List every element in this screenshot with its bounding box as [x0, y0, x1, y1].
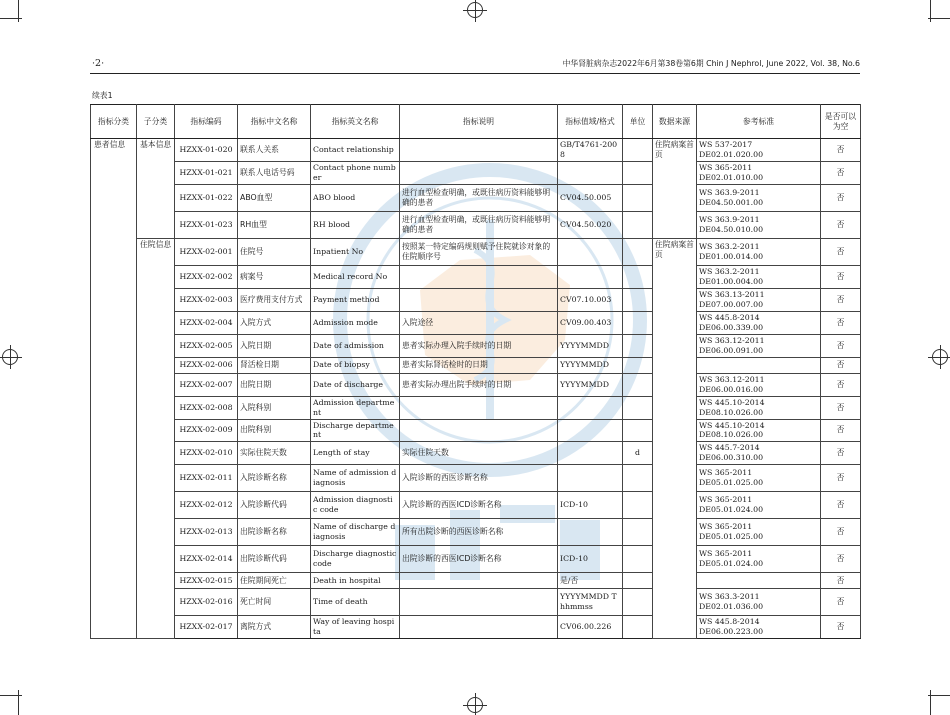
nullable-flag: 否 [821, 573, 861, 589]
indicator-name-cn: 出院科别 [238, 419, 311, 442]
reference-standard: WS 363.3-2011 DE02.01.036.00 [697, 589, 821, 616]
registration-mark-bottom [467, 697, 483, 713]
table-row [91, 442, 861, 465]
nullable-flag: 否 [821, 357, 861, 373]
indicator-unit [623, 519, 653, 546]
indicator-name-cn: 入院科别 [238, 396, 311, 419]
table-row [91, 288, 861, 311]
crop-mark [930, 690, 931, 715]
indicator-description [400, 589, 558, 616]
nullable-flag: 否 [821, 311, 861, 334]
reference-standard: WS 445.10-2014 DE08.10.026.00 [697, 396, 821, 419]
indicator-name-cn: 住院期间死亡 [238, 573, 311, 589]
reference-standard: WS 365-2011 DE05.01.025.00 [697, 465, 821, 492]
indicator-name-en: Discharge department [311, 419, 400, 442]
indicator-code: HZXX-02-010 [175, 442, 238, 465]
indicator-name-en: Discharge diagnostic code [311, 546, 400, 573]
header-divider [90, 73, 860, 74]
indicator-name-en: Way of leaving hospita [311, 616, 400, 639]
indicator-format: CV07.10.003 [558, 288, 623, 311]
indicator-description: 实际住院天数 [400, 442, 558, 465]
indicator-name-cn: 死亡时间 [238, 589, 311, 616]
indicator-name-cn: 出院诊断代码 [238, 546, 311, 573]
indicator-name-en: Name of admission diagnosis [311, 465, 400, 492]
indicator-name-en: ABO blood [311, 184, 400, 211]
indicator-code: HZXX-02-005 [175, 334, 238, 357]
column-header: 指标值域/格式 [558, 105, 623, 139]
indicator-format: CV04.50.020 [558, 211, 623, 238]
reference-standard: WS 365-2011 DE02.01.010.00 [697, 161, 821, 184]
indicator-name-cn: 出院日期 [238, 373, 311, 396]
table-row [91, 357, 861, 373]
indicator-unit [623, 357, 653, 373]
nullable-flag: 否 [821, 334, 861, 357]
indicator-format: YYYYMMDD [558, 373, 623, 396]
table-row [91, 465, 861, 492]
indicator-description: 出院诊断的西医ICD诊断名称 [400, 546, 558, 573]
indicator-code: HZXX-02-007 [175, 373, 238, 396]
indicator-code: HZXX-01-021 [175, 161, 238, 184]
column-header: 指标说明 [400, 105, 558, 139]
column-header: 是否可以为空 [821, 105, 861, 139]
table-row [91, 373, 861, 396]
indicator-name-cn: 入院日期 [238, 334, 311, 357]
crop-mark [0, 695, 22, 696]
nullable-flag: 否 [821, 546, 861, 573]
indicator-code: HZXX-02-003 [175, 288, 238, 311]
column-header: 单位 [623, 105, 653, 139]
nullable-flag: 否 [821, 265, 861, 288]
indicator-name-en: Medical record No [311, 265, 400, 288]
reference-standard: WS 537-2017 DE02.01.020.00 [697, 139, 821, 162]
indicator-description: 入院诊断的西医ICD诊断名称 [400, 492, 558, 519]
indicator-unit [623, 161, 653, 184]
nullable-flag: 否 [821, 519, 861, 546]
crop-mark [928, 695, 950, 696]
crop-mark [18, 690, 19, 715]
indicator-unit [623, 311, 653, 334]
reference-standard: WS 445.8-2014 DE06.00.223.00 [697, 616, 821, 639]
indicator-name-cn: 肾活检日期 [238, 357, 311, 373]
indicator-name-cn: ABO血型 [238, 184, 311, 211]
indicator-description: 患者实际办理入院手续时的日期 [400, 334, 558, 357]
registration-mark-left [2, 349, 18, 365]
indicator-code: HZXX-02-004 [175, 311, 238, 334]
column-header: 数据来源 [653, 105, 697, 139]
indicator-name-cn: 医疗费用支付方式 [238, 288, 311, 311]
nullable-flag: 否 [821, 211, 861, 238]
nullable-flag: 否 [821, 396, 861, 419]
table-row [91, 546, 861, 573]
indicator-code: HZXX-01-020 [175, 139, 238, 162]
indicator-format: GB/T4761-2008 [558, 139, 623, 162]
indicator-unit [623, 589, 653, 616]
indicator-description [400, 419, 558, 442]
indicator-name-en: Inpatient No [311, 238, 400, 265]
indicator-unit [623, 184, 653, 211]
table-row [91, 589, 861, 616]
table-row [91, 573, 861, 589]
table-row [91, 139, 861, 162]
indicator-unit [623, 546, 653, 573]
subcategory-inpatient: 住院信息 [137, 238, 175, 638]
indicator-unit [623, 288, 653, 311]
indicator-name-cn: 出院诊断名称 [238, 519, 311, 546]
indicator-unit [623, 139, 653, 162]
indicator-name-cn: 入院方式 [238, 311, 311, 334]
table-row [91, 184, 861, 211]
indicator-format [558, 419, 623, 442]
crop-mark [928, 18, 950, 19]
indicator-name-cn: RH血型 [238, 211, 311, 238]
indicator-description [400, 396, 558, 419]
registration-mark-right [932, 349, 948, 365]
indicator-description: 入院途径 [400, 311, 558, 334]
indicator-format [558, 519, 623, 546]
journal-header: 中华肾脏病杂志2022年6月第38卷第6期 Chin J Nephrol, June 2022, Vol. 38, No.6 [562, 59, 860, 68]
indicator-code: HZXX-02-006 [175, 357, 238, 373]
indicator-code: HZXX-02-016 [175, 589, 238, 616]
indicator-name-en: Date of discharge [311, 373, 400, 396]
indicator-unit [623, 373, 653, 396]
indicator-description [400, 616, 558, 639]
page-number: ·2· [92, 58, 105, 69]
column-header: 指标编码 [175, 105, 238, 139]
indicator-format: CV04.50.005 [558, 184, 623, 211]
indicator-format [558, 396, 623, 419]
nullable-flag: 否 [821, 184, 861, 211]
indicator-category: 患者信息 [91, 139, 137, 639]
indicator-unit [623, 616, 653, 639]
table-row [91, 419, 861, 442]
indicator-name-en: Date of admission [311, 334, 400, 357]
indicator-unit [623, 465, 653, 492]
indicator-format: CV09.00.403 [558, 311, 623, 334]
indicator-unit: d [623, 442, 653, 465]
nullable-flag: 否 [821, 589, 861, 616]
subcategory-basic: 基本信息 [137, 139, 175, 239]
indicator-code: HZXX-02-014 [175, 546, 238, 573]
table-row [91, 519, 861, 546]
indicator-format: YYYYMMDD [558, 334, 623, 357]
indicator-format: YYYYMMDD Thhmmss [558, 589, 623, 616]
indicator-name-en: Length of stay [311, 442, 400, 465]
indicator-code: HZXX-02-009 [175, 419, 238, 442]
column-header: 指标分类 [91, 105, 137, 139]
nullable-flag: 否 [821, 465, 861, 492]
indicator-description: 进行血型检查明确，或既往病历资料能够明确的患者 [400, 211, 558, 238]
indicator-description [400, 265, 558, 288]
indicator-format [558, 238, 623, 265]
nullable-flag: 否 [821, 616, 861, 639]
indicator-name-en: Admission mode [311, 311, 400, 334]
table-row [91, 211, 861, 238]
indicator-description: 患者实际办理出院手续时的日期 [400, 373, 558, 396]
indicator-description: 入院诊断的西医诊断名称 [400, 465, 558, 492]
reference-standard: WS 363.9-2011 DE04.50.010.00 [697, 211, 821, 238]
reference-standard [697, 357, 821, 373]
indicator-code: HZXX-01-022 [175, 184, 238, 211]
indicator-format [558, 442, 623, 465]
reference-standard: WS 363.12-2011 DE06.00.091.00 [697, 334, 821, 357]
indicator-name-cn: 联系人关系 [238, 139, 311, 162]
nullable-flag: 否 [821, 161, 861, 184]
reference-standard: WS 365-2011 DE05.01.025.00 [697, 519, 821, 546]
indicator-code: HZXX-02-002 [175, 265, 238, 288]
indicator-name-cn: 实际住院天数 [238, 442, 311, 465]
indicator-unit [623, 492, 653, 519]
reference-standard: WS 363.12-2011 DE06.00.016.00 [697, 373, 821, 396]
table-row [91, 492, 861, 519]
indicator-name-en: Admission department [311, 396, 400, 419]
indicator-name-cn: 住院号 [238, 238, 311, 265]
indicator-unit [623, 573, 653, 589]
indicator-name-en: Date of biopsy [311, 357, 400, 373]
indicator-name-en: Contact relationship [311, 139, 400, 162]
reference-standard: WS 363.9-2011 DE04.50.001.00 [697, 184, 821, 211]
nullable-flag: 否 [821, 288, 861, 311]
column-header: 子分类 [137, 105, 175, 139]
indicator-unit [623, 396, 653, 419]
indicator-unit [623, 419, 653, 442]
indicator-unit [623, 238, 653, 265]
indicator-code: HZXX-01-023 [175, 211, 238, 238]
reference-standard: WS 445.7-2014 DE06.00.310.00 [697, 442, 821, 465]
indicator-name-cn: 离院方式 [238, 616, 311, 639]
reference-standard [697, 573, 821, 589]
indicator-code: HZXX-02-017 [175, 616, 238, 639]
indicator-format [558, 161, 623, 184]
reference-standard: WS 445.10-2014 DE08.10.026.00 [697, 419, 821, 442]
nullable-flag: 否 [821, 139, 861, 162]
indicator-format: ICD-10 [558, 546, 623, 573]
indicator-name-cn: 病案号 [238, 265, 311, 288]
data-source: 住院病案首页 [653, 139, 697, 239]
indicator-unit [623, 334, 653, 357]
registration-mark-top [467, 2, 483, 18]
indicator-description: 所有出院诊断的西医诊断名称 [400, 519, 558, 546]
indicator-name-cn: 联系人电话号码 [238, 161, 311, 184]
reference-standard: WS 363.13-2011 DE07.00.007.00 [697, 288, 821, 311]
indicator-code: HZXX-02-011 [175, 465, 238, 492]
indicator-format [558, 465, 623, 492]
reference-standard: WS 445.8-2014 DE06.00.339.00 [697, 311, 821, 334]
column-header: 参考标准 [697, 105, 821, 139]
table-row [91, 616, 861, 639]
nullable-flag: 否 [821, 238, 861, 265]
indicator-code: HZXX-02-001 [175, 238, 238, 265]
indicator-name-en: Admission diagnostic code [311, 492, 400, 519]
indicator-code: HZXX-02-013 [175, 519, 238, 546]
indicator-description: 进行血型检查明确，或既往病历资料能够明确的患者 [400, 184, 558, 211]
indicator-name-cn: 入院诊断名称 [238, 465, 311, 492]
indicator-name-en: Death in hospital [311, 573, 400, 589]
indicator-code: HZXX-02-008 [175, 396, 238, 419]
indicator-name-cn: 入院诊断代码 [238, 492, 311, 519]
data-source: 住院病案首页 [653, 238, 697, 638]
indicator-name-en: RH blood [311, 211, 400, 238]
table-row [91, 161, 861, 184]
column-header: 指标英文名称 [311, 105, 400, 139]
indicator-description [400, 161, 558, 184]
indicator-unit [623, 211, 653, 238]
table-row [91, 334, 861, 357]
indicator-description: 患者实际肾活检时的日期 [400, 357, 558, 373]
reference-standard: WS 363.2-2011 DE01.00.004.00 [697, 265, 821, 288]
indicator-name-en: Name of discharge diagnosis [311, 519, 400, 546]
table-row [91, 265, 861, 288]
nullable-flag: 否 [821, 419, 861, 442]
table-row [91, 311, 861, 334]
table-caption: 续表1 [92, 91, 113, 100]
indicator-description [400, 139, 558, 162]
indicator-unit [623, 265, 653, 288]
table-header-row [91, 105, 861, 139]
indicator-description: 按照某一特定编码规则赋予住院就诊对象的住院顺序号 [400, 238, 558, 265]
crop-mark [0, 18, 22, 19]
indicator-name-en: Time of death [311, 589, 400, 616]
indicator-description [400, 573, 558, 589]
nullable-flag: 否 [821, 492, 861, 519]
indicator-name-en: Contact phone number [311, 161, 400, 184]
table-row [91, 238, 861, 265]
column-header: 指标中文名称 [238, 105, 311, 139]
indicator-format: ICD-10 [558, 492, 623, 519]
indicator-table [90, 104, 861, 639]
nullable-flag: 否 [821, 373, 861, 396]
indicator-description [400, 288, 558, 311]
indicator-format: CV06.00.226 [558, 616, 623, 639]
reference-standard: WS 363.2-2011 DE01.00.014.00 [697, 238, 821, 265]
reference-standard: WS 365-2011 DE05.01.024.00 [697, 546, 821, 573]
nullable-flag: 否 [821, 442, 861, 465]
indicator-format [558, 265, 623, 288]
indicator-format: 是/否 [558, 573, 623, 589]
table-row [91, 396, 861, 419]
indicator-format: YYYYMMDD [558, 357, 623, 373]
indicator-code: HZXX-02-015 [175, 573, 238, 589]
indicator-name-en: Payment method [311, 288, 400, 311]
indicator-code: HZXX-02-012 [175, 492, 238, 519]
reference-standard: WS 365-2011 DE05.01.024.00 [697, 492, 821, 519]
